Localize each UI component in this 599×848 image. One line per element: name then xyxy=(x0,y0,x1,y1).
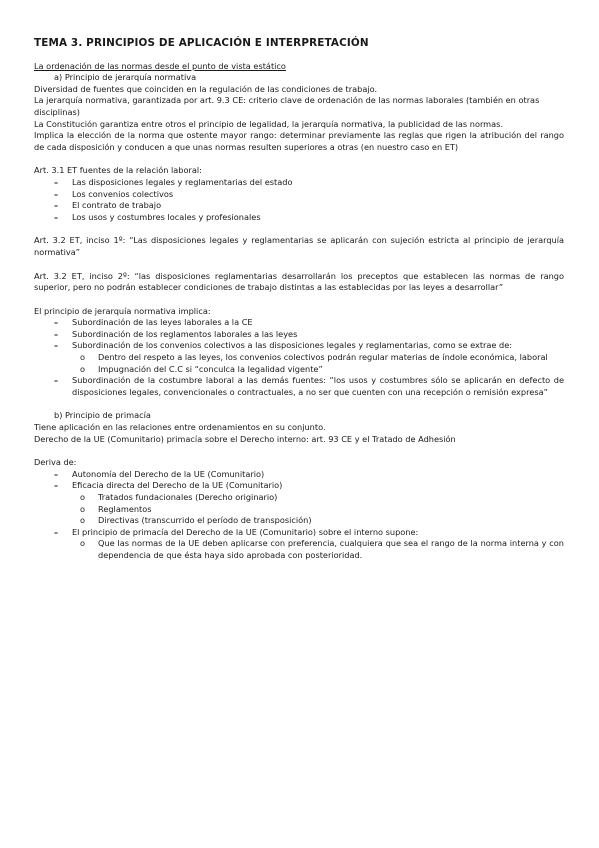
paragraph: La jerarquía normativa, garantizada por art. 9.3 CE: criterio clave de ordenación de las normas laborales (también en otras disciplinas) xyxy=(34,95,540,117)
paragraph: Diversidad de fuentes que coinciden en la regulación de las condiciones de trabajo. xyxy=(34,83,378,94)
paragraph-art-3-2-inciso-2: Art. 3.2 ET, inciso 2º: “las disposiciones reglamentarias desarrollarán los preceptos que establecen las normas de rango superior, pero no podrán establecer condiciones de trabajo distintas a las establecidas por las leyes a desarrollar” xyxy=(34,270,564,293)
sub-list xyxy=(72,352,564,375)
page-title: TEMA 3. PRINCIPIOS DE APLICACIÓN E INTERPRETACIÓN xyxy=(34,37,369,49)
paragraph-implica: El principio de jerarquía normativa implica: xyxy=(34,305,211,316)
deriva-list xyxy=(34,469,564,562)
list-item: – El contrato de trabajo xyxy=(34,200,564,212)
sub-list-item: o Dentro del respeto a las leyes, los convenios colectivos podrán regular materias de índole económica, laboral xyxy=(72,352,564,364)
paragraph: Tiene aplicación en las relaciones entre ordenamientos en su conjunto. xyxy=(34,422,326,433)
document-page xyxy=(34,38,564,562)
sub-list-item: o Tratados fundacionales (Derecho originario) xyxy=(72,492,564,504)
list-item xyxy=(34,527,564,562)
paragraph: Derecho de la UE (Comunitario) primacía sobre el Derecho interno: art. 93 CE y el Tratado de Adhesión xyxy=(34,433,456,444)
list-item-text: Eficacia directa del Derecho de la UE (Comunitario) xyxy=(72,480,283,491)
implica-list xyxy=(34,317,564,398)
list-item-text: Subordinación de los convenios colectivos a las disposiciones legales y reglamentarias, como se extrae de: xyxy=(72,340,513,351)
paragraph: Implica la elección de la norma que ostente mayor rango: determinar previamente las reglas que rigen la atribución del rango de cada disposición y conducen a que unas normas resulten superiores a otras (en nuestro caso en ET) xyxy=(34,130,564,152)
paragraph-art-3-1: Art. 3.1 ET fuentes de la relación laboral: xyxy=(34,165,202,176)
sources-list xyxy=(34,177,564,223)
sub-list-item: o Directivas (transcurrido el período de transposición) xyxy=(72,515,564,527)
list-item: – Autonomía del Derecho de la UE (Comunitario) xyxy=(34,469,564,481)
list-item xyxy=(34,480,564,526)
sub-list-item: o Reglamentos xyxy=(72,504,564,516)
paragraph-art-3-2-inciso-1: Art. 3.2 ET, inciso 1º: “Las disposiciones legales y reglamentarias se aplicarán con sujeción estricta al principio de jerarquía normativa” xyxy=(34,235,564,257)
section-heading-static: La ordenación de las normas desde el punto de vista estático xyxy=(34,60,286,71)
paragraph: La Constitución garantiza entre otros el principio de legalidad, la jerarquía normativa, la publicidad de las normas. xyxy=(34,118,504,129)
list-item: – Los convenios colectivos xyxy=(34,189,564,201)
subheading-jerarquia: a) Principio de jerarquía normativa xyxy=(54,72,197,83)
paragraph-deriva: Deriva de: xyxy=(34,457,77,468)
sub-list xyxy=(72,538,564,561)
subheading-primacia: b) Principio de primacía xyxy=(54,410,151,421)
sub-list-item: o Que las normas de la UE deben aplicarse con preferencia, cualquiera que sea el rango de la norma interna y con dependencia de que ésta haya sido aprobada con posterioridad. xyxy=(72,538,564,561)
list-item: – Los usos y costumbres locales y profesionales xyxy=(34,212,564,224)
list-item: – Subordinación de los reglamentos laborales a las leyes xyxy=(34,329,564,341)
list-item xyxy=(34,340,564,375)
list-item: – Las disposiciones legales y reglamentarias del estado xyxy=(34,177,564,189)
list-item: – Subordinación de las leyes laborales a la CE xyxy=(34,317,564,329)
list-item: – Subordinación de la costumbre laboral a las demás fuentes: “los usos y costumbres sólo se aplicarán en defecto de disposiciones legales, convencionales o contractuales, a no ser que cuenten con una recepción o remisión expresa” xyxy=(34,375,564,398)
sub-list xyxy=(72,492,564,527)
list-item-text: El principio de primacía del Derecho de la UE (Comunitario) sobre el interno supone: xyxy=(72,526,419,537)
sub-list-item: o Impugnación del C.C si “conculca la legalidad vigente” xyxy=(72,364,564,376)
